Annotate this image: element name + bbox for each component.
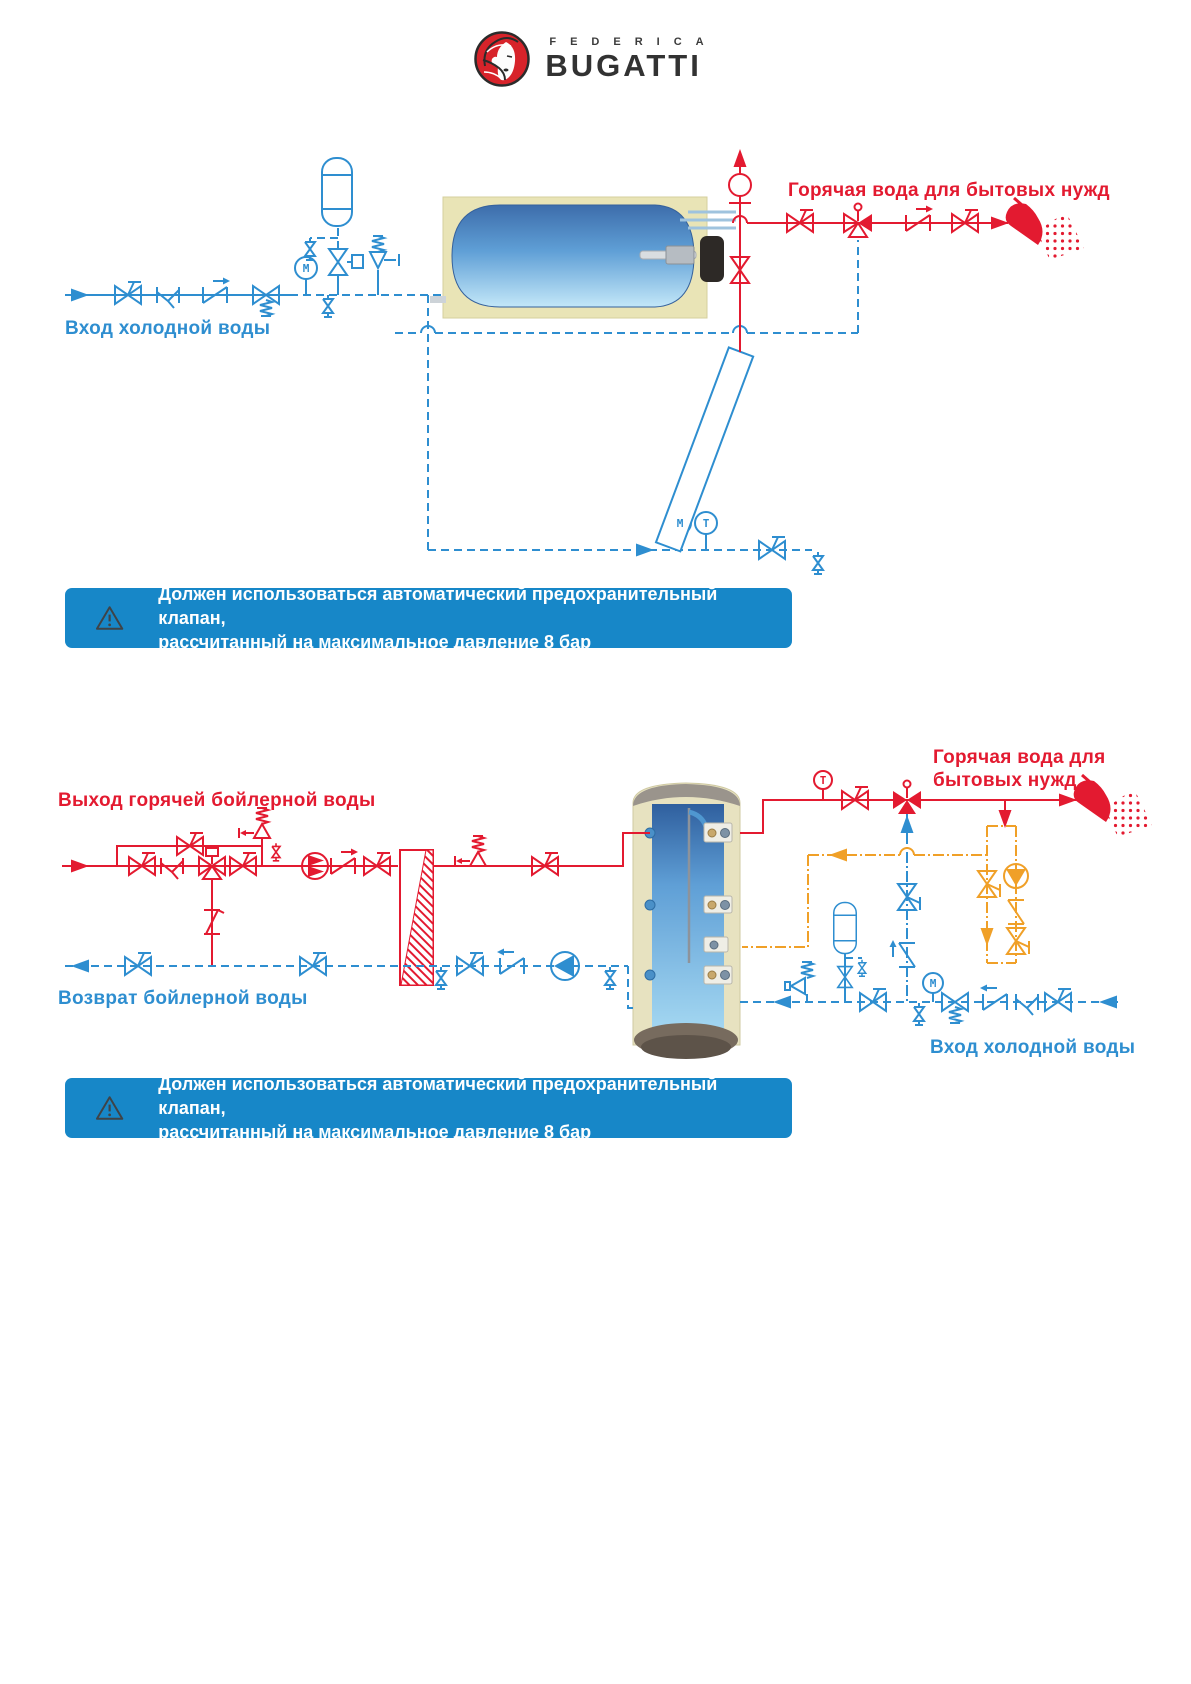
shutoff-valve-icon — [898, 884, 920, 910]
horizontal-tank — [430, 197, 736, 318]
hot-water-label: Горячая вода для бытовых нужд — [788, 180, 1110, 201]
strainer-icon — [1016, 994, 1038, 1015]
drain-valve-icon — [272, 843, 280, 861]
warning-line-1: Должен использоваться автоматический предохранительный клапан, — [158, 1073, 718, 1118]
brand-bottom-text: BUGATTI — [545, 48, 702, 84]
flow-arrow-icon — [829, 849, 847, 862]
shutoff-valve-icon — [457, 953, 483, 975]
air-vent-arrow-icon — [734, 149, 747, 167]
mixing-valve-icon — [893, 781, 921, 815]
drain-valve-icon — [323, 295, 333, 317]
drain-valve-icon — [436, 967, 446, 989]
boiler-out-label: Выход горячей бойлерной воды — [58, 790, 376, 811]
warning-line-2: рассчитанный на максимальное давление 8 бар — [158, 1122, 592, 1143]
flow-arrow-icon — [901, 815, 914, 833]
check-valve-icon — [203, 278, 230, 304]
plate-heat-exchanger — [400, 850, 433, 985]
hot-water-label-line1: Горячая вода для — [933, 747, 1106, 768]
tank-flange — [700, 236, 724, 282]
check-valve-icon — [331, 849, 358, 875]
hot-water-label-line2: бытовых нужд — [933, 770, 1077, 791]
shutoff-valve-icon — [860, 989, 886, 1011]
cold-inlet-label: Вход холодной воды — [65, 318, 271, 339]
expansion-vessel-icon — [834, 903, 857, 954]
shutoff-valve-icon — [787, 210, 813, 232]
diagram-2 — [58, 747, 1152, 1059]
shutoff-valve-icon — [129, 853, 155, 875]
shutoff-valve-icon — [115, 282, 141, 304]
drain-valve-icon — [914, 1003, 924, 1025]
strainer-icon — [161, 858, 183, 879]
shutoff-valve-icon — [532, 853, 558, 875]
flow-arrow-icon — [981, 928, 994, 946]
warning-text — [158, 1072, 774, 1145]
shutoff-valve-icon — [842, 787, 868, 809]
safety-valve-icon — [455, 836, 486, 866]
check-valve-icon — [906, 206, 933, 232]
warning-triangle-icon — [95, 1094, 124, 1122]
flow-arrow-icon — [71, 960, 89, 973]
flow-arrow-icon — [1099, 996, 1117, 1009]
gauge-letter: T — [819, 774, 827, 787]
shower-icon — [1074, 775, 1152, 837]
shutoff-valve-icon — [1007, 928, 1029, 954]
warning-line-2: рассчитанный на максимальное давление 8 бар — [158, 632, 592, 653]
check-valve-icon — [890, 940, 916, 967]
flow-arrow-icon — [773, 996, 791, 1009]
warning-banner-2 — [65, 1073, 792, 1143]
brand-top-text: FEDERICA — [549, 36, 718, 49]
expansion-vessel-icon — [322, 158, 352, 226]
flow-arrow-icon — [71, 860, 89, 873]
shutoff-valve-icon — [759, 537, 785, 559]
vertical-tank — [633, 783, 740, 1059]
shutoff-valve-icon — [300, 953, 326, 975]
shutoff-valve-icon — [125, 953, 151, 975]
drain-valve-icon — [813, 552, 823, 574]
shutoff-valve-icon — [1045, 989, 1071, 1011]
safety-valve-icon — [791, 978, 805, 994]
boiler-return-label: Возврат бойлерной воды — [58, 988, 308, 1009]
shutoff-valve-icon — [952, 210, 978, 232]
recirculation-circuit — [742, 826, 1029, 963]
warning-triangle-icon — [95, 604, 124, 632]
shutoff-valve-icon — [230, 853, 256, 875]
motor-valve-icon — [329, 249, 347, 275]
check-valve-icon — [980, 985, 1007, 1011]
warning-text — [158, 582, 774, 655]
balancing-valve-icon — [204, 910, 224, 934]
cold-inlet-label: Вход холодной воды — [930, 1037, 1136, 1058]
drain-valve-icon — [305, 238, 315, 260]
air-vent-icon — [729, 174, 751, 196]
mixing-valve-icon — [844, 204, 872, 238]
gauge-letter: M — [302, 262, 310, 275]
shutoff-valve-icon — [978, 871, 1000, 897]
safety-valve-icon — [370, 252, 386, 268]
strainer-icon — [157, 287, 179, 308]
bypass-valve-icon — [177, 833, 203, 855]
drain-valve-icon — [605, 967, 615, 989]
shower-icon — [1006, 198, 1084, 260]
warning-line-1: Должен использоваться автоматический предохранительный клапан, — [158, 583, 718, 628]
diagram-1 — [65, 149, 1110, 574]
gauge-letter: M — [929, 977, 937, 990]
flow-arrow-icon — [636, 544, 654, 557]
gauge-letter: M — [676, 517, 684, 530]
shutoff-valve-icon — [364, 853, 390, 875]
flow-arrow-icon — [71, 289, 89, 302]
drain-valve-icon — [858, 960, 866, 977]
warning-banner-1 — [65, 583, 792, 653]
safety-valve-icon — [239, 808, 270, 838]
gauge-letter: T — [702, 517, 710, 530]
check-valve-icon — [497, 949, 524, 975]
